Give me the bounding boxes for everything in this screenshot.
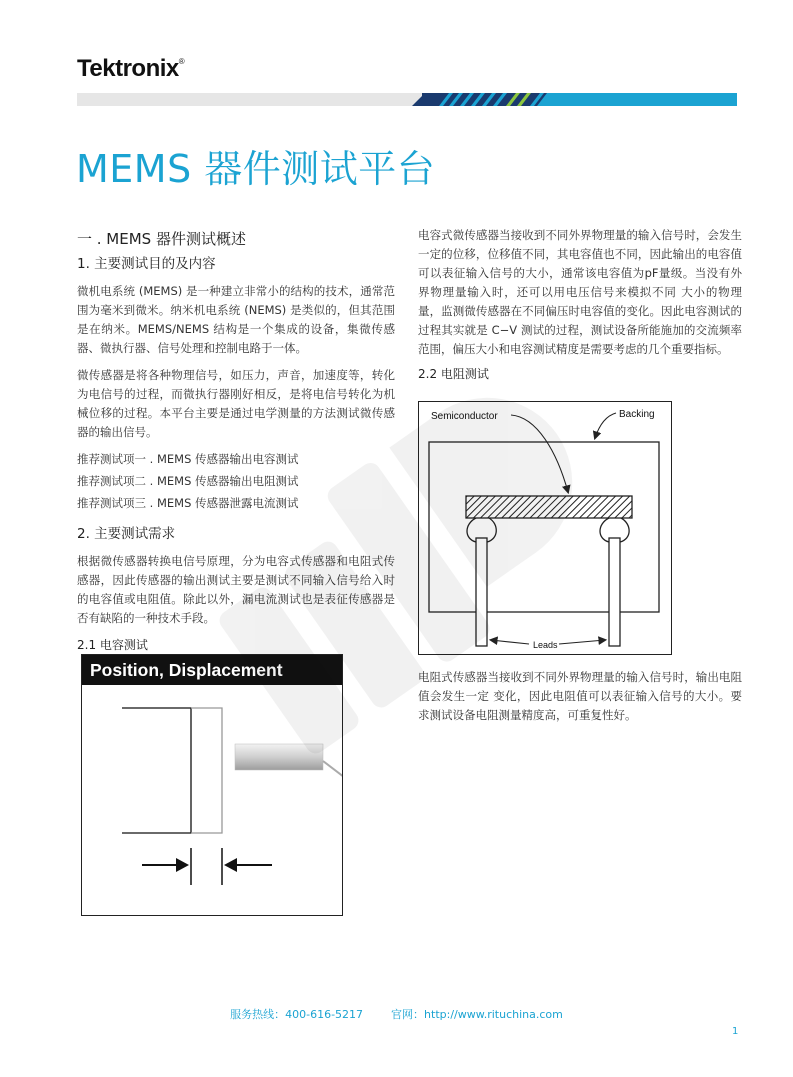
- logo-text: Tektronix: [77, 55, 179, 82]
- intro-paragraph: 微机电系统 (MEMS) 是一种建立非常小的结构的技术，通常范围为毫米到微米。纳米机电系统 (NEMS) 是类似的，但其范围是在纳米。MEMS/NEMS 结构是一个集成的设备，集微传感器、微执行器、信号处理和控制电路于一体。: [77, 284, 395, 355]
- resistance-heading: 2.2 电阻测试: [418, 367, 489, 381]
- test-item-1: 推荐测试项一 . MEMS 传感器输出电容测试: [77, 452, 299, 466]
- figure-title: Position, Displacement: [82, 655, 342, 685]
- resistor-diagram: [419, 402, 673, 656]
- displacement-figure: [81, 654, 343, 916]
- page-number: 1: [732, 1026, 739, 1037]
- footer: [0, 1006, 793, 1022]
- backing-label: Backing: [619, 409, 655, 420]
- test-item-3: 推荐测试项三 . MEMS 传感器泄露电流测试: [77, 496, 299, 510]
- right-column-bottom: [418, 668, 742, 733]
- site-link[interactable]: http://www.rituchina.com: [424, 1008, 563, 1021]
- registered-mark: ®: [178, 57, 185, 66]
- section1-heading: 一 . MEMS 器件测试概述: [77, 230, 246, 248]
- site-label: 官网：: [391, 1008, 425, 1021]
- sub1-heading: 1. 主要测试目的及内容: [77, 256, 216, 272]
- displacement-diagram: [82, 685, 343, 916]
- page-title: MEMS 器件测试平台: [76, 147, 436, 191]
- tektronix-logo: [77, 55, 184, 83]
- hotline-label: 服务热线：: [230, 1008, 286, 1021]
- left-column: [77, 228, 395, 662]
- requirements-paragraph: 根据微传感器转换电信号原理，分为电容式传感器和电阻式传感器，因此传感器的输出测试主要是测试不同输入信号给入时的电容值或电阻值。除此以外，漏电流测试也是表征传感器是否有缺陷的一种技术手段。: [77, 554, 395, 625]
- right-column: [418, 226, 742, 391]
- capacitance-paragraph: 电容式微传感器当接收到不同外界物理量的输入信号时，会发生一定的位移，位移值不同，其电容值也不同，因此输出的电容值可以表征输入信号的大小，通常该电容值为pF量级。当没有外界物理量输入时，还可以用电压信号来模拟不同 大小的物理量，监测微传感器在不同偏压时电容值的变化。因此电容测试的过程其实就是 C−V 测试的过程，测试设备所能施加的交流频率范围，偏压大小和电容测试精度是需要考虑的几个重要指标。: [418, 228, 742, 356]
- leads-label: Leads: [533, 640, 558, 650]
- header-band: [77, 93, 737, 106]
- hotline-number: 400-616-5217: [285, 1008, 364, 1021]
- resistor-figure: [418, 401, 672, 655]
- sub2-heading: 2. 主要测试需求: [77, 526, 176, 542]
- capacitance-heading: 2.1 电容测试: [77, 638, 148, 652]
- semiconductor-label: Semiconductor: [431, 411, 498, 422]
- resistance-paragraph: 电阻式传感器当接收到不同外界物理量的输入信号时，输出电阻值会发生一定 变化，因此电阻值可以表征输入信号的大小。要求测试设备电阻测量精度高，可重复性好。: [418, 670, 742, 722]
- test-item-2: 推荐测试项二 . MEMS 传感器输出电阻测试: [77, 474, 299, 488]
- sensor-paragraph: 微传感器是将各种物理信号，如压力，声音，加速度等，转化为电信号的过程，而微执行器刚好相反，是将电信号转化为机械位移的过程。本平台主要是通过电学测量的方法测试微传感器的输出信号。: [77, 368, 395, 439]
